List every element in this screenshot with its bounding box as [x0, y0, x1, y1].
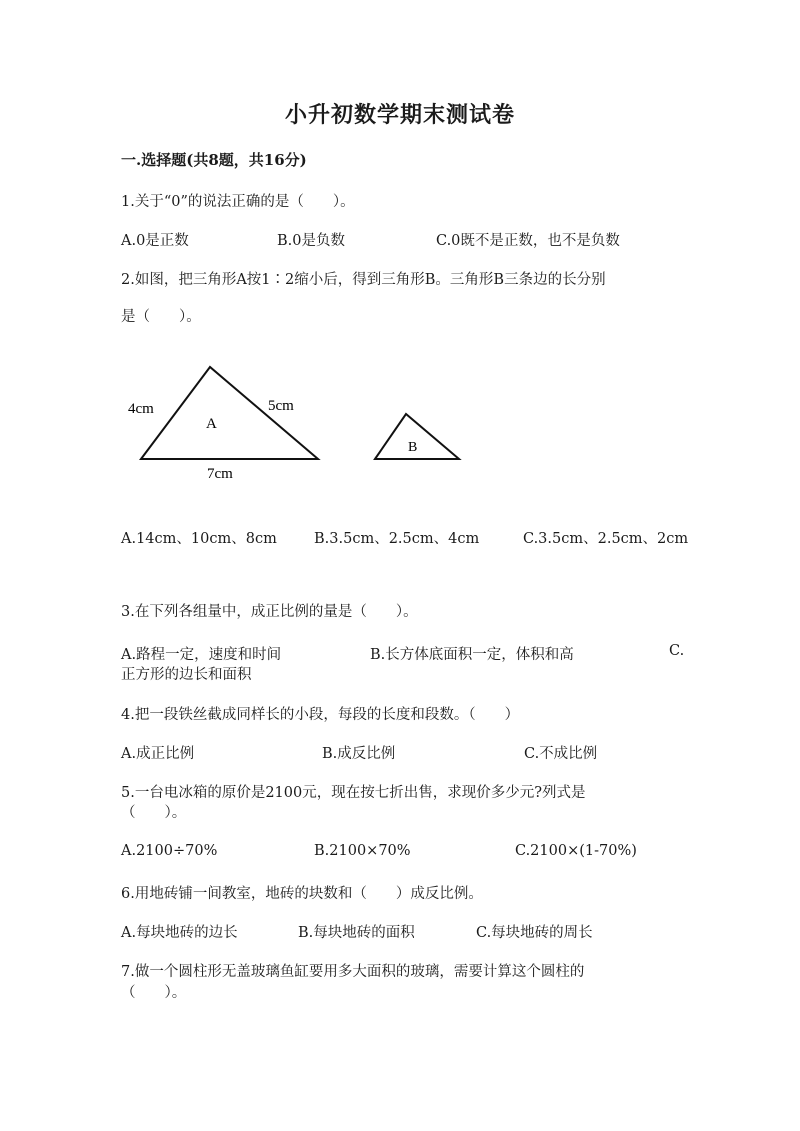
q3-option-b: B.长方体底面积一定，体积和高: [370, 647, 574, 663]
question-4: 4.把一段铁丝截成同样长的小段，每段的长度和段数。（ ）: [121, 707, 520, 723]
q5-option-c: C.2100×(1-70%): [515, 843, 637, 859]
q1-option-b: B.0是负数: [277, 233, 345, 249]
label-right-side: 5cm: [268, 398, 294, 414]
question-6: 6.用地砖铺一间教室，地砖的块数和（ ）成反比例。: [121, 886, 483, 902]
q2-option-c: C.3.5cm、2.5cm、2cm: [523, 531, 689, 547]
q5-option-b: B.2100×70%: [314, 843, 411, 859]
question-7-line-2: （ ）。: [121, 985, 187, 1001]
question-5-line-1: 5.一台电冰箱的原价是2100元，现在按七折出售，求现价多少元?列式是: [121, 785, 586, 801]
q3-option-c: 正方形的边长和面积: [121, 667, 252, 683]
q6-option-a: A.每块地砖的边长: [121, 925, 238, 941]
label-triangle-a: A: [206, 416, 217, 432]
question-3: 3.在下列各组量中，成正比例的量是（ ）。: [121, 604, 418, 620]
question-7-line-1: 7.做一个圆柱形无盖玻璃鱼缸要用多大面积的玻璃，需要计算这个圆柱的: [121, 964, 585, 980]
q6-option-c: C.每块地砖的周长: [476, 925, 593, 941]
label-left-side: 4cm: [128, 401, 154, 417]
page-title: 小升初数学期末测试卷: [284, 102, 515, 128]
label-triangle-b: B: [408, 440, 418, 455]
q3-option-c-prefix: C.: [669, 643, 685, 659]
q1-option-a: A.0是正数: [121, 233, 189, 249]
question-1: 1.关于“0”的说法正确的是（ ）。: [121, 194, 355, 210]
question-2-line-1: 2.如图，把三角形A按1∶2缩小后，得到三角形B。三角形B三条边的长分别: [121, 272, 606, 288]
q6-option-b: B.每块地砖的面积: [298, 925, 415, 941]
q2-option-a: A.14cm、10cm、8cm: [121, 531, 277, 547]
question-5-line-2: （ ）。: [121, 805, 187, 821]
section-heading: 一.选择题(共8题，共16分): [121, 151, 307, 169]
q3-option-a: A.路程一定，速度和时间: [121, 647, 282, 663]
q4-option-c: C.不成比例: [524, 746, 598, 762]
label-bottom-side: 7cm: [207, 466, 233, 482]
q4-option-b: B.成反比例: [322, 746, 396, 762]
q4-option-a: A.成正比例: [121, 746, 195, 762]
q5-option-a: A.2100÷70%: [121, 843, 218, 859]
q2-option-b: B.3.5cm、2.5cm、4cm: [314, 531, 480, 547]
question-2-line-2: 是（ ）。: [121, 309, 201, 325]
q1-option-c: C.0既不是正数，也不是负数: [436, 233, 620, 249]
